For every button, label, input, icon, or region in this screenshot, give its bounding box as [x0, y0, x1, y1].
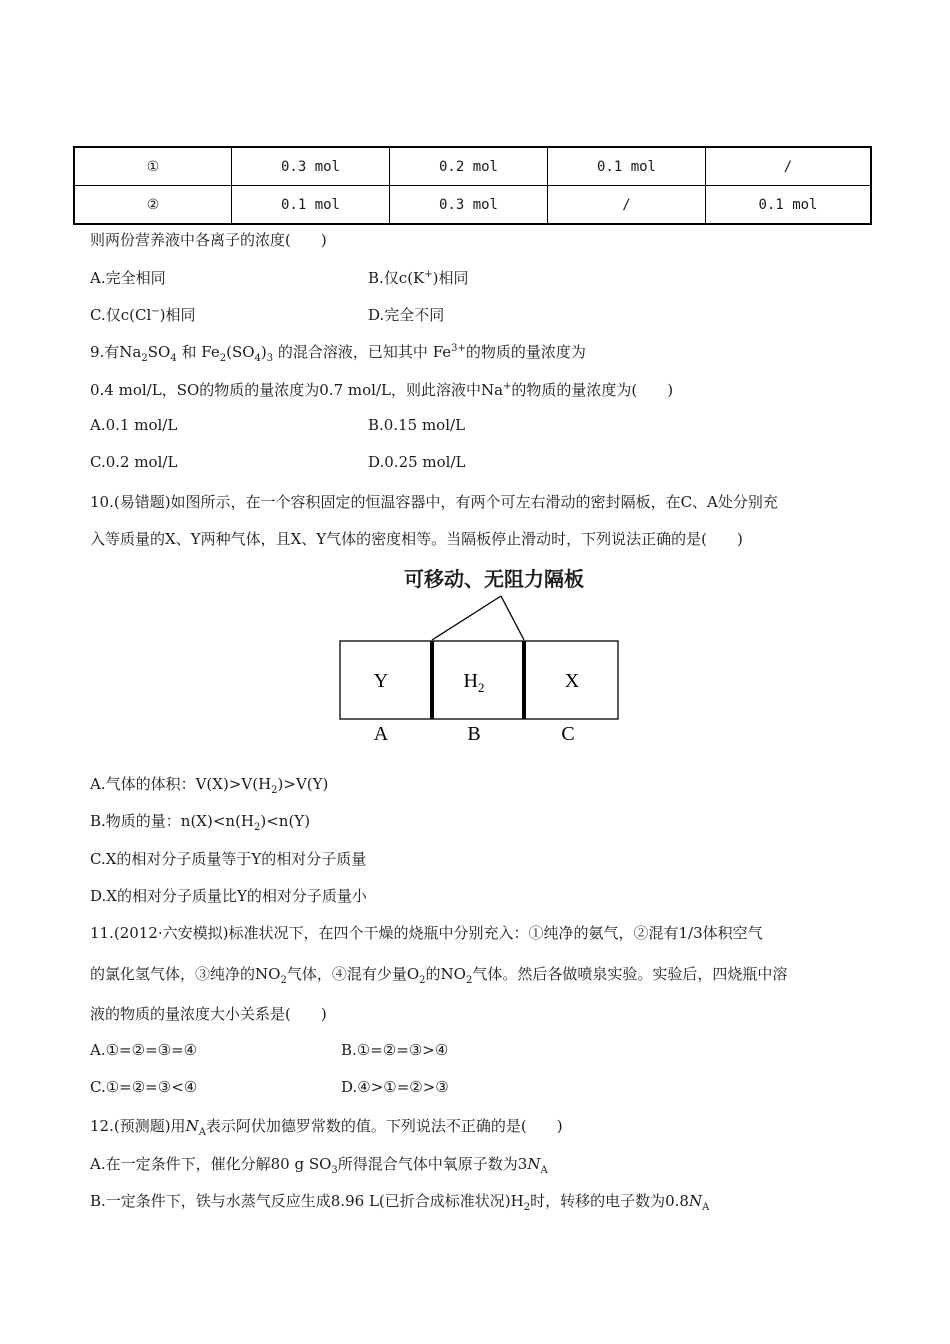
table-cell: /: [706, 147, 872, 186]
partition-diagram: [336, 560, 626, 750]
q8-option-a: A.完全相同: [90, 269, 166, 287]
q10-stem-line1: 10.(易错题)如图所示，在一个容积固定的恒温容器中，有两个可左右滑动的密封隔板，在C、A处分别充: [90, 493, 778, 511]
section-a-label: A: [373, 723, 389, 745]
q11-stem-line1: 11.(2012·六安模拟)标准状况下，在四个干燥的烧瓶中分别充入：①纯净的氨气，②混有1/3体积空气: [90, 924, 763, 942]
table-cell: ①: [74, 147, 232, 186]
q9-stem-line2: 0.4 mol/L，SO的物质的量浓度为0.7 mol/L，则此溶液中Na+的物质的量浓度为( ): [90, 381, 674, 399]
q12-stem: 12.(预测题)用$N_A$表示阿伏加德罗常数的值。下列说法不正确的是( ): [90, 1117, 563, 1138]
table-row: [74, 147, 871, 186]
q11-option-c: C.①=②=③<④: [90, 1078, 198, 1096]
q10-option-c: C.X的相对分子质量等于Y的相对分子质量: [90, 850, 367, 868]
pointer-line-right: [501, 596, 524, 640]
table-cell: /: [548, 186, 706, 225]
q11-stem-line2: 的氯化氢气体，③纯净的$NO_2$气体，④混有少量$O_2$的$NO_2$气体。然后各做喷泉实验。实验后，四烧瓶中溶: [90, 965, 788, 986]
table-cell: 0.1 mol: [232, 186, 390, 225]
q12-option-b: B.一定条件下，铁与水蒸气反应生成8.96 L(已折合成标准状况)$H_2$时，转移的电子数为$0.8N_A$: [90, 1192, 710, 1213]
q9-stem-line1: 9.有$Na_2SO_4$ 和 $Fe_2(SO_4)_3$ 的混合溶液，已知其中 $Fe^{3+}$的物质的量浓度为: [90, 343, 586, 364]
section-c-label: C: [561, 723, 575, 745]
q10-stem-line2: 入等质量的X、Y两种气体，且X、Y气体的密度相等。当隔板停止滑动时，下列说法正确的是( ): [90, 530, 743, 548]
table-cell: 0.3 mol: [232, 147, 390, 186]
table-cell: 0.1 mol: [548, 147, 706, 186]
q10-option-a: A.气体的体积：$V(X)>V(H_2)>V(Y)$: [90, 775, 329, 796]
q9-option-b: B.0.15 mol/L: [368, 416, 466, 434]
q10-option-b: B.物质的量：$n(X)<n(H_2)<n(Y)$: [90, 812, 311, 833]
table-cell: 0.1 mol: [706, 186, 872, 225]
chamber-h2-label: $H_2$: [463, 670, 485, 695]
pointer-line-left: [432, 596, 501, 640]
q9-option-a: A.0.1 mol/L: [90, 416, 178, 434]
q9-option-d: D.0.25 mol/L: [368, 453, 466, 471]
q9-option-c: C.0.2 mol/L: [90, 453, 178, 471]
table-cell: 0.3 mol: [390, 186, 548, 225]
q10-option-d: D.X的相对分子质量比Y的相对分子质量小: [90, 887, 367, 905]
table-row: [74, 186, 871, 225]
chamber-y-label: Y: [373, 670, 389, 692]
nutrient-table: [73, 146, 872, 225]
q12-option-a: A.在一定条件下，催化分解80 g $SO_3$所得混合气体中氧原子数为$3N_A$: [90, 1155, 548, 1176]
q11-stem-line3: 液的物质的量浓度大小关系是( ): [90, 1005, 327, 1023]
q11-option-a: A.①=②=③=④: [90, 1041, 198, 1059]
section-b-label: B: [467, 723, 481, 745]
q8-option-d: D.完全不同: [368, 306, 445, 324]
table-cell: ②: [74, 186, 232, 225]
chamber-x-label: X: [564, 670, 580, 692]
q11-option-d: D.④>①=②>③: [341, 1078, 449, 1096]
q8-stem: 则两份营养液中各离子的浓度( ): [90, 231, 327, 249]
q8-option-c: C.仅c(Cl−)相同: [90, 306, 196, 324]
q8-option-b: B.仅c(K+)相同: [368, 269, 469, 287]
q11-option-b: B.①=②=③>④: [341, 1041, 449, 1059]
table-cell: 0.2 mol: [390, 147, 548, 186]
diagram-title: 可移动、无阻力隔板: [404, 567, 584, 591]
